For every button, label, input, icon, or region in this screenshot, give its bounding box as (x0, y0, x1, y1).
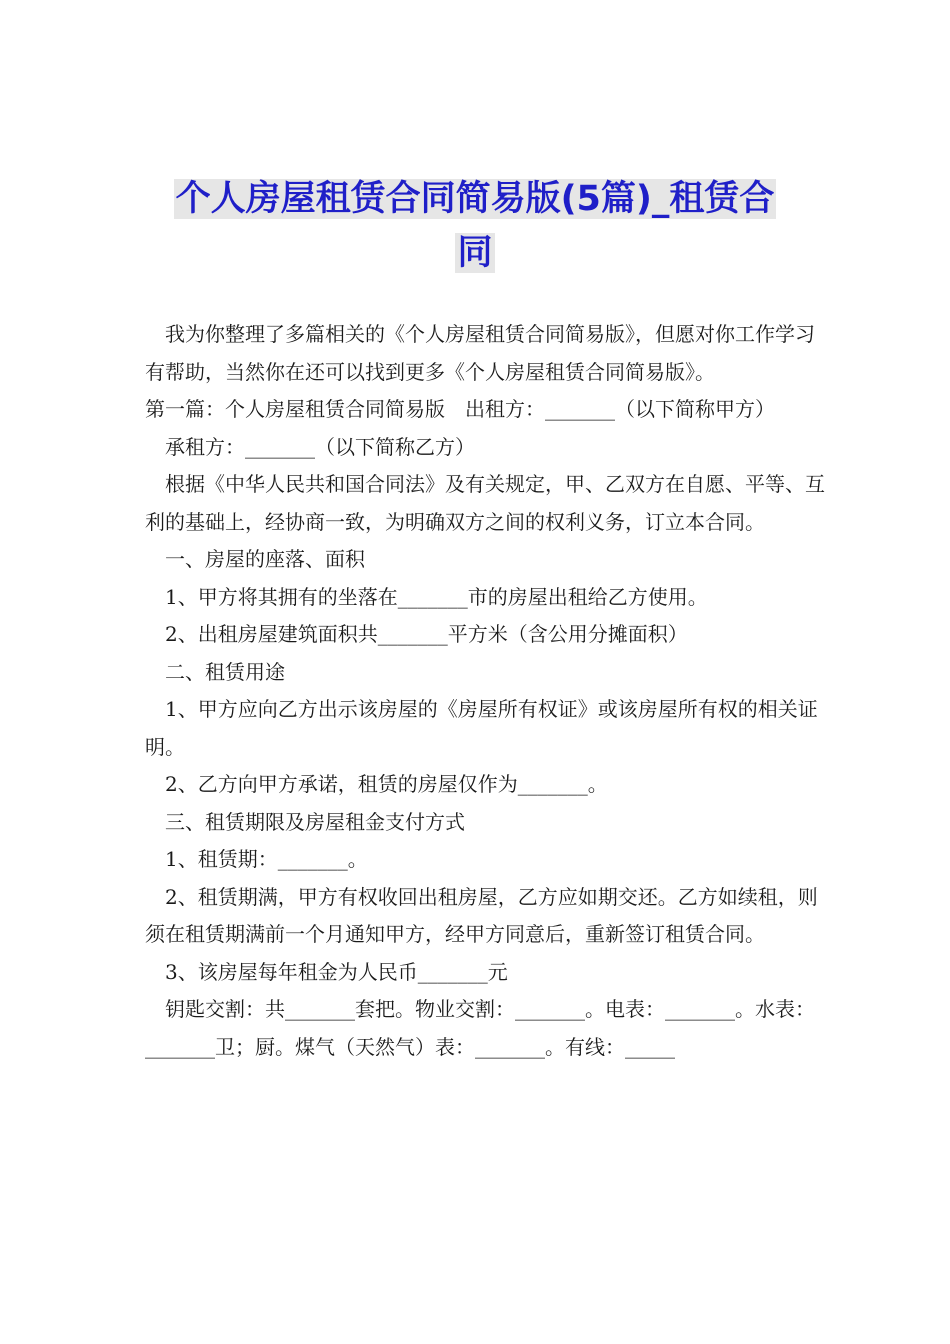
paragraph-lessee: 承租方：_______（以下简称乙方） (145, 434, 475, 459)
clause-lease-term: 1、租赁期：_______。 (145, 847, 368, 871)
document-title (145, 172, 805, 280)
clause-lease-expiry: 2、租赁期满，甲方有权收回出租房屋，乙方应如期交还。乙方如续租，则须在租赁期满前一个月通知甲方，经甲方同意后，重新签订租赁合同。 (145, 884, 818, 946)
section-heading-use: 二、租赁用途 (145, 659, 285, 684)
section-heading-location-area: 一、房屋的座落、面积 (145, 547, 365, 571)
clause-location: 1、甲方将其拥有的坐落在_______市的房屋出租给乙方使用。 (145, 584, 708, 609)
section-heading-term-rent: 三、租赁期限及房屋租金支付方式 (145, 809, 465, 834)
clause-ownership-proof: 1、甲方应向乙方出示该房屋的《房屋所有权证》或该房屋所有权的相关证明。 (145, 697, 818, 759)
title-line-1: 个人房屋租赁合同简易版(5篇)_租赁合 (175, 179, 775, 219)
title-line-2: 同 (457, 233, 493, 273)
document-body (145, 316, 825, 1066)
clause-use-purpose: 2、乙方向甲方承诺，租赁的房屋仅作为_______。 (145, 772, 608, 796)
paragraph-basis: 根据《中华人民共和国合同法》及有关规定，甲、乙双方在自愿、平等、互利的基础上，经协商一致，为明确双方之间的权利义务，订立本合同。 (145, 472, 825, 534)
paragraph-intro: 我为你整理了多篇相关的《个人房屋租赁合同简易版》，但愿对你工作学习有帮助，当然你在还可以找到更多《个人房屋租赁合同简易版》。 (145, 322, 815, 384)
clause-area: 2、出租房屋建筑面积共_______平方米（含公用分摊面积） (145, 622, 688, 646)
paragraph-part-one-heading: 第一篇：个人房屋租赁合同简易版 出租方：_______（以下简称甲方） (145, 397, 775, 421)
clause-handover: 钥匙交割：共_______套把。物业交割：_______。电表：_______。水表：_______卫；厨。煤气（天然气）表：_______。有线：_____ (145, 997, 815, 1059)
clause-annual-rent: 3、该房屋每年租金为人民币_______元 (145, 959, 508, 984)
